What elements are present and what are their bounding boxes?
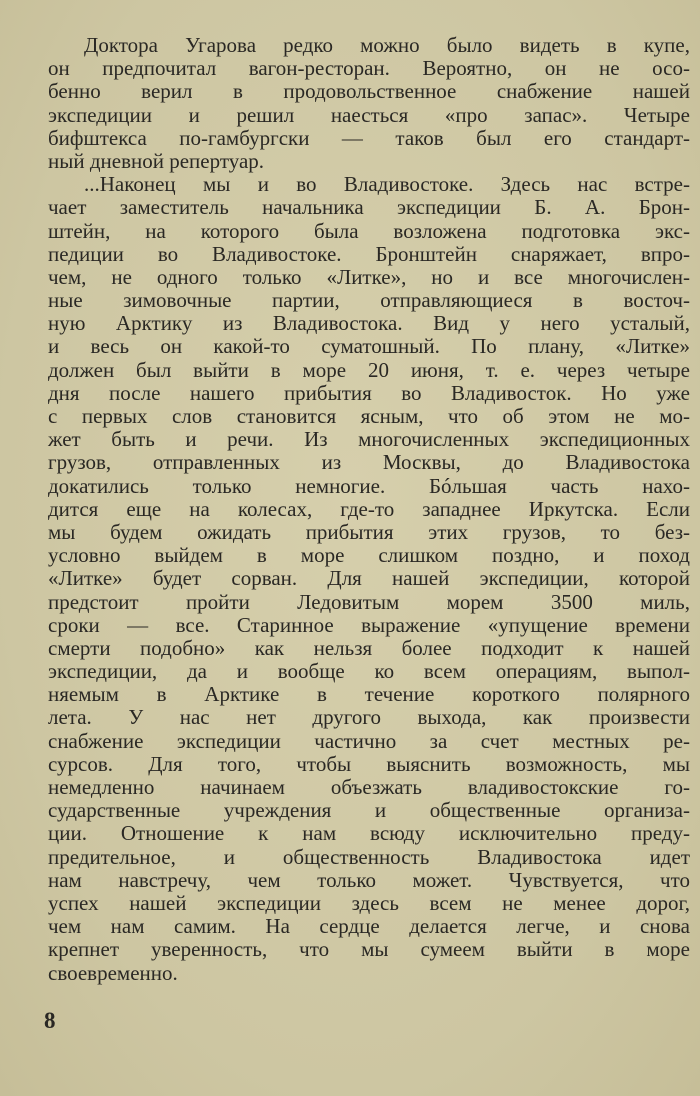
text-line: сроки — все. Старинное выражение «упущение времени: [48, 612, 690, 637]
paragraph: [48, 173, 690, 985]
text-line: дится еще на колесах, где-то западнее Иркутска. Если: [48, 496, 690, 521]
text-line: ную Арктику из Владивостока. Вид у него усталый,: [48, 311, 690, 336]
text-line: и весь он какой-то суматошный. По плану, «Литке»: [48, 334, 690, 359]
text-line: бенно верил в продовольственное снабжение нашей: [48, 79, 690, 104]
text-line: ...Наконец мы и во Владивостоке. Здесь нас встре-: [84, 172, 690, 197]
text-line: чает заместитель начальника экспедиции Б. А. Брон-: [48, 195, 690, 220]
text-line: предительное, и общественность Владивостока идет: [48, 844, 690, 869]
text-line: своевременно.: [48, 960, 178, 985]
text-line: ные зимовочные партии, отправляющиеся в восточ-: [48, 288, 690, 313]
text-line: экспедиции и решил наесться «про запас». Четыре: [48, 102, 690, 127]
text-line: жет быть и речи. Из многочисленных экспедиционных: [48, 427, 690, 452]
text-line: он предпочитал вагон-ресторан. Вероятно, он не осо-: [48, 56, 690, 81]
text-line: сурсов. Для того, чтобы выяснить возможность, мы: [48, 751, 690, 776]
text-line: нам навстречу, чем только может. Чувствуется, что: [48, 867, 690, 892]
text-line: снабжение экспедиции частично за счет местных ре-: [48, 728, 690, 753]
text-line: экспедиции, да и вообще ко всем операциям, выпол-: [48, 659, 690, 684]
text-line: няемым в Арктике в течение короткого полярного: [48, 682, 690, 707]
text-line: сударственные учреждения и общественные организа-: [48, 798, 690, 823]
text-line: педиции во Владивостоке. Бронштейн снаряжает, впро-: [48, 241, 690, 266]
text-line: чем нам самим. На сердце делается легче, и снова: [48, 914, 690, 939]
text-line: с первых слов становится ясным, что об этом не мо-: [48, 404, 690, 428]
text-line: бифштекса по-гамбургски — таков был его стандарт-: [48, 125, 690, 150]
text-line: немедленно начинаем объезжать владивостокские го-: [48, 775, 690, 799]
text-line: ный дневной репертуар.: [48, 148, 265, 173]
text-line: докатились только немногие. Бóльшая часть нахо-: [48, 473, 690, 498]
text-line: мы будем ожидать прибытия этих грузов, то без-: [48, 519, 690, 544]
text-line: «Литке» будет сорван. Для нашей экспедиции, которой: [48, 566, 690, 591]
page-number: 8: [44, 1008, 56, 1033]
text-line: должен был выйти в море 20 июня, т. е. через четыре: [48, 357, 690, 382]
text-line: штейн, на которого была возложена подготовка экс-: [48, 218, 690, 243]
text-line: условно выйдем в море слишком поздно, и поход: [48, 543, 690, 568]
text-line: смерти подобно» как нельзя более подходит к нашей: [48, 635, 690, 660]
paragraph: [48, 34, 690, 173]
body-text: [48, 34, 690, 985]
text-line: успех нашей экспедиции здесь всем не менее дорог,: [48, 890, 690, 915]
text-line: грузов, отправленных из Москвы, до Владивостока: [48, 450, 690, 475]
text-line: чем, не одного только «Литке», но и все многочислен-: [48, 264, 690, 289]
text-line: дня после нашего прибытия во Владивосток. Но уже: [48, 380, 690, 405]
text-line: крепнет уверенность, что мы сумеем выйти в море: [48, 937, 690, 962]
text-line: Доктора Угарова редко можно было видеть в купе,: [84, 33, 690, 57]
text-line: лета. У нас нет другого выхода, как произвести: [48, 705, 690, 730]
text-line: ции. Отношение к нам всюду исключительно преду-: [48, 821, 690, 846]
text-line: предстоит пройти Ледовитым морем 3500 миль,: [48, 589, 690, 614]
